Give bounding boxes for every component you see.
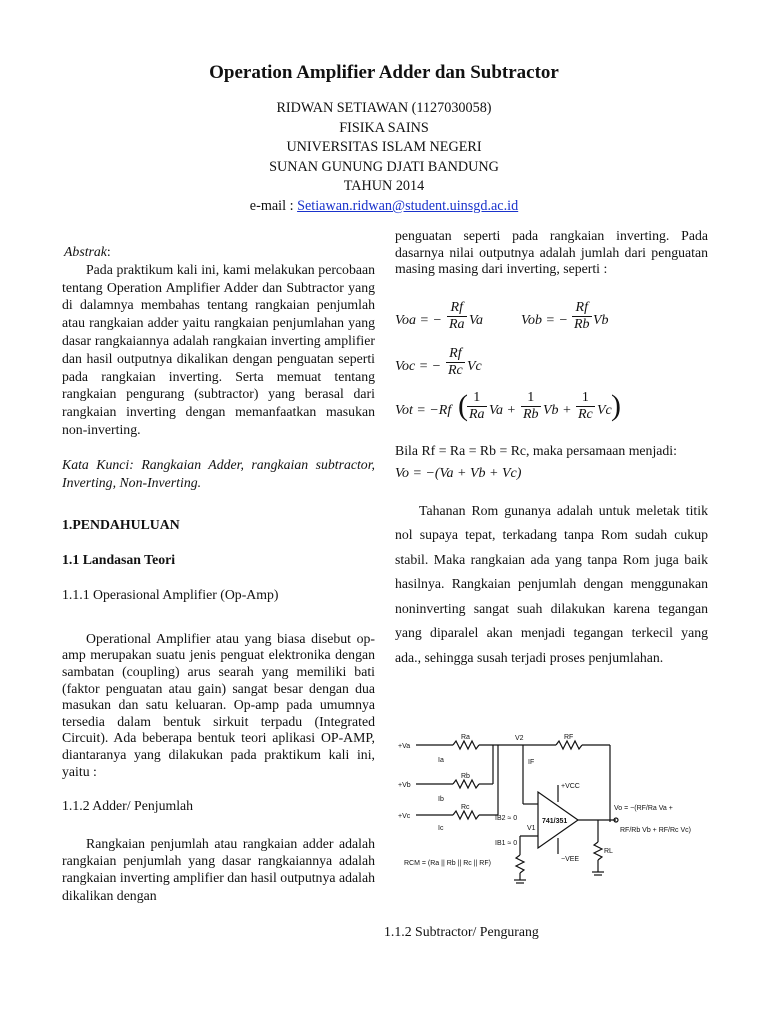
rom-text: Tahanan Rom gunanya adalah untuk meletak titik nol supaya tepat, terkadang tanpa Rom sudah cukup stabil. Maka rangkaian ada yang tanpa Rom juga baik hasilnya. Rangkaian penjumlah dengan menggunakan noninverting sangat suah dilakukan karena tegangan yang diparalel akan menjadi tegangan terkecil yang ada., sehingga susah terjadi proses penjumlahan.	[395, 502, 708, 666]
eq-vc: Vc	[597, 402, 612, 418]
eq-voa-frac	[447, 300, 467, 333]
circuit-label: Ia	[438, 757, 444, 764]
circuit-label: RL	[604, 848, 613, 855]
opamp-text: Operational Amplifier atau yang biasa disebut op-amp merupakan suatu jenis penguat elektronika dengan sambatan (coupling) arus searah yang memiliki bati (faktor penguatan atau gain) sangat besar dengan dua masukan dan satu keluaran. Op-amp pada umumnya tersedia dalam bentuk sirkuit terpadu (Integrated Circuit). Ada beberapa bentuk teori aplikasi OP-AMP, diantaranya yang dilakukan pada praktikum kali ini, yaitu :	[62, 630, 375, 779]
circuit-chip-label: 741/351	[542, 818, 568, 825]
circuit-label: IB1 ≈ 0	[495, 840, 518, 847]
author-block	[0, 99, 768, 217]
abstract-label: Abstrak	[64, 244, 107, 259]
circuit-label: V2	[515, 735, 524, 742]
circuit-label: Ic	[438, 825, 444, 832]
eq-vot-frac-b	[521, 390, 541, 423]
continued-text: penguatan seperti pada rangkaian inverting. Pada dasarnya nilai outputnya adalah jumlah dari penguatan masing masing dari inverting, seperti :	[395, 228, 708, 276]
eq-voc-lhs: Voc = −	[395, 358, 442, 374]
eq-paren-open: (	[458, 388, 468, 422]
eq-va: Va	[469, 312, 483, 328]
circuit-label: IB2 ≈ 0	[495, 815, 518, 822]
eq-rf: Rf	[572, 300, 592, 317]
eq-rb: Rb	[574, 316, 590, 332]
author-university: UNIVERSITAS ISLAM NEGERI	[286, 139, 482, 156]
email-link[interactable]: Setiawan.ridwan@student.uinsgd.ac.id	[297, 197, 519, 214]
circuit-label: IF	[528, 759, 535, 766]
circuit-label: RCM = (Ra || Rb || Rc || RF)	[404, 860, 491, 867]
author-university-name: SUNAN GUNUNG DJATI BANDUNG	[269, 158, 499, 175]
bila-text: Bila Rf = Ra = Rb = Rc, maka persamaan menjadi:	[395, 442, 677, 458]
eq-voc-frac	[446, 346, 465, 379]
email-label: e-mail :	[249, 197, 298, 214]
eq-va-plus: Va +	[489, 402, 516, 418]
author-name: RIDWAN SETIAWAN (1127030058)	[276, 100, 492, 116]
abstract-text: Pada praktikum kali ini, kami melakukan percobaan tentang Operation Amplifier Adder dan Subtractor yang di dalamnya membahas tentang rangkaian penjumlah atau rangkaian adder yaitu rangkaian penjumlahan yang dasar rangkaiannya adalah rangkaian inverting amplifier dan hasil outputnya dikalikan dengan penguatan seperti pada rangkaian inverting. Serta memuat tentang rangkaian pengurang (subtractor) yang berasal dari rangkaian inverting dengan memanfaatkan masukan non-inverting.	[62, 261, 375, 437]
section-pendahuluan: 1.PENDAHULUAN	[62, 517, 180, 533]
circuit-label: RF	[564, 734, 574, 741]
circuit-label: Rb	[461, 773, 470, 780]
section-opamp: 1.1.1 Operasional Amplifier (Op-Amp)	[62, 586, 279, 602]
eq-rb: Rb	[523, 406, 539, 422]
section-subtractor: 1.1.2 Subtractor/ Pengurang	[384, 924, 539, 939]
eq-vob-frac	[572, 300, 592, 333]
eq-voa-lhs: Voa = −	[395, 312, 442, 328]
paper-title: Operation Amplifier Adder dan Subtractor	[209, 62, 559, 83]
eq-vc: Vc	[467, 358, 482, 374]
adder-circuit-diagram	[398, 730, 710, 890]
eq-one: 1	[467, 390, 487, 407]
author-department: FISIKA SAINS	[339, 119, 429, 136]
eq-ra: Ra	[449, 316, 465, 332]
eq-ra: Ra	[469, 406, 485, 422]
eq-one: 1	[576, 390, 595, 407]
left-column: Abstrak: Pada praktikum kali ini, kami melakukan percobaan tentang Operation Amplifier Adder dan Subtractor yang di dalamnya membahas tentang rangkaian penjumlah atau rangkaian adder yaitu rangkaian penjumlahan yang dasar rangkaiannya adalah rangkaian inverting amplifier dan hasil outputnya dikalikan dengan penguatan seperti pada rangkaian inverting. Serta memuat tentang rangkaian pengurang (subtractor) yang berasal dari rangkaian inverting dengan memanfaatkan masukan non-inverting. Kata Kunci: Rangkaian Adder, rangkaian subtractor, Inverting, Non-Inverting. 1.PENDAHULUAN 1.1 Landasan Teori 1.1.1 Operasional Amplifier (Op-Amp) Operational Amplifier atau yang biasa disebut op-amp merupakan suatu jenis penguat elektronika dengan sambatan (coupling) arus searah yang memiliki bati (faktor penguatan atau gain) sangat besar dengan dua masukan dan satu keluaran. Op-amp pada umumnya tersedia dalam bentuk sirkuit terpadu (Integrated Circuit). Ada beberapa bentuk teori aplikasi OP-AMP, diantaranya yang dilakukan pada praktikum kali ini, yaitu : 1.1.2 Adder/ Penjumlah Rangkaian penjumlah atau rangkaian adder adalah rangkaian penjumlah yang dasar rangkaiannya adalah rangkaian inverting amplifier dan hasil outputnya adalah dikalikan dengan	[62, 244, 375, 903]
eq-paren-close: )	[611, 388, 621, 422]
eq-rc: Rc	[578, 406, 593, 422]
equation-voc	[395, 346, 708, 384]
circuit-label: V1	[527, 825, 536, 832]
equation-voa-vob	[395, 300, 708, 340]
eq-vob-lhs: Vob = −	[521, 312, 568, 328]
circuit-label: Ib	[438, 796, 444, 803]
equation-vo: Vo = −(Va + Vb + Vc)	[395, 465, 522, 481]
eq-vot-frac-a	[467, 390, 487, 423]
circuit-label: +Vb	[398, 782, 411, 789]
author-year: TAHUN 2014	[343, 178, 425, 195]
circuit-label: −VEE	[561, 856, 580, 863]
right-column	[395, 228, 708, 671]
circuit-label: RF/Rb Vb + RF/Rc Vc)	[620, 827, 691, 834]
eq-rf: Rf	[446, 346, 465, 363]
keywords: Kata Kunci: Rangkaian Adder, rangkaian subtractor, Inverting, Non-Inverting.	[62, 456, 375, 490]
eq-one: 1	[521, 390, 541, 407]
eq-vb: Vb	[593, 312, 609, 328]
eq-rf: Rf	[447, 300, 467, 317]
eq-rc: Rc	[448, 362, 463, 378]
circuit-label: Ra	[461, 734, 470, 741]
circuit-label: Rc	[461, 804, 470, 811]
author-email	[0, 197, 768, 217]
section-landasan-teori: 1.1 Landasan Teori	[62, 552, 176, 568]
circuit-label: +Vc	[398, 813, 411, 820]
adder-text: Rangkaian penjumlah atau rangkaian adder adalah rangkaian penjumlah yang dasar rangkaiannya adalah rangkaian inverting amplifier dan hasil outputnya adalah dikalikan dengan	[62, 835, 375, 903]
equation-vot	[395, 390, 708, 430]
eq-vb-plus: Vb +	[543, 402, 572, 418]
circuit-label: +VCC	[561, 783, 580, 790]
circuit-label: +Va	[398, 743, 411, 750]
section-adder: 1.1.2 Adder/ Penjumlah	[62, 798, 194, 814]
eq-vot-frac-c	[576, 390, 595, 423]
eq-vot-lhs: Vot = −Rf	[395, 402, 452, 418]
circuit-label: Vo = −(RF/Ra Va +	[614, 805, 673, 812]
